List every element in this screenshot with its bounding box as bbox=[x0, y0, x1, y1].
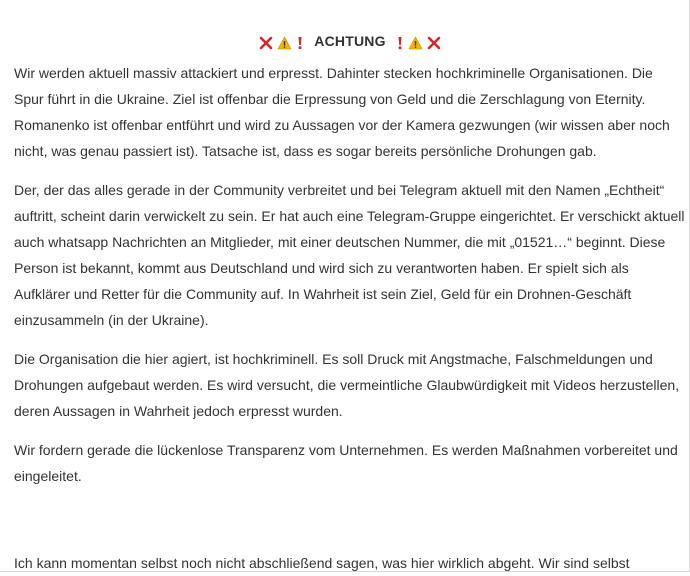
cross-mark-icon bbox=[427, 36, 441, 50]
exclamation-icon bbox=[296, 36, 304, 50]
paragraph: Wir fordern gerade die lückenlose Transparenz vom Unternehmen. Es werden Maßnahmen vorbereitet und eingeleitet. bbox=[14, 442, 678, 484]
warning-heading bbox=[14, 30, 686, 50]
heading-right-icons bbox=[396, 31, 441, 51]
paragraph: Wir werden aktuell massiv attackiert und erpresst. Dahinter stecken hochkriminelle Organisationen. Die Spur führt in die Ukraine. Ziel ist offenbar die Erpressung von Geld und die Zerschlagung von Eternity. Romanenko ist offenbar entführt und wird zu Aussagen vor der Kamera gezwungen (wir wissen aber noch nicht, was genau passiert ist). Tatsache ist, dass es sogar bereits persönliche Drohungen gab. bbox=[14, 65, 670, 159]
warning-icon bbox=[277, 36, 292, 50]
paragraph: Die Organisation die hier agiert, ist hochkriminell. Es soll Druck mit Angstmache, Falschmeldungen und Drohungen aufgebaut werden. Es wird versucht, die vermeintliche Glaubwürdigkeit mit Videos herzustellen, deren Aussagen in Wahrheit jedoch erpresst wurden. bbox=[14, 351, 680, 419]
heading-title: ACHTUNG bbox=[314, 33, 386, 50]
paragraph: Der, der das alles gerade in der Community verbreitet und bei Telegram aktuell mit den Namen „Echtheit“ auftritt, scheint darin verwickelt zu sein. Er hat auch eine Telegram-Gruppe eingerichtet. Er verschickt aktuell auch whatsapp Nachrichten an Mitglieder, mit einer deutschen Nummer, die mit „01521…“ beginnt. Diese Person ist bekannt, kommt aus Deutschland und wird sich zu verantworten haben. Er spielt sich als Aufklärer und Retter für die Community auf. In Wahrheit ist sein Ziel, Geld für ein Drohnen-Geschäft einzusammeln (in der Ukraine). bbox=[14, 182, 685, 328]
article-body bbox=[14, 30, 686, 502]
paragraph-cutoff: Ich kann momentan selbst noch nicht abschließend sagen, was hier wirklich abgeht. Wir sind selbst bbox=[14, 555, 630, 571]
exclamation-icon bbox=[396, 36, 404, 50]
warning-icon bbox=[408, 36, 423, 50]
heading-left-icons bbox=[259, 31, 304, 51]
cross-mark-icon bbox=[259, 36, 273, 50]
